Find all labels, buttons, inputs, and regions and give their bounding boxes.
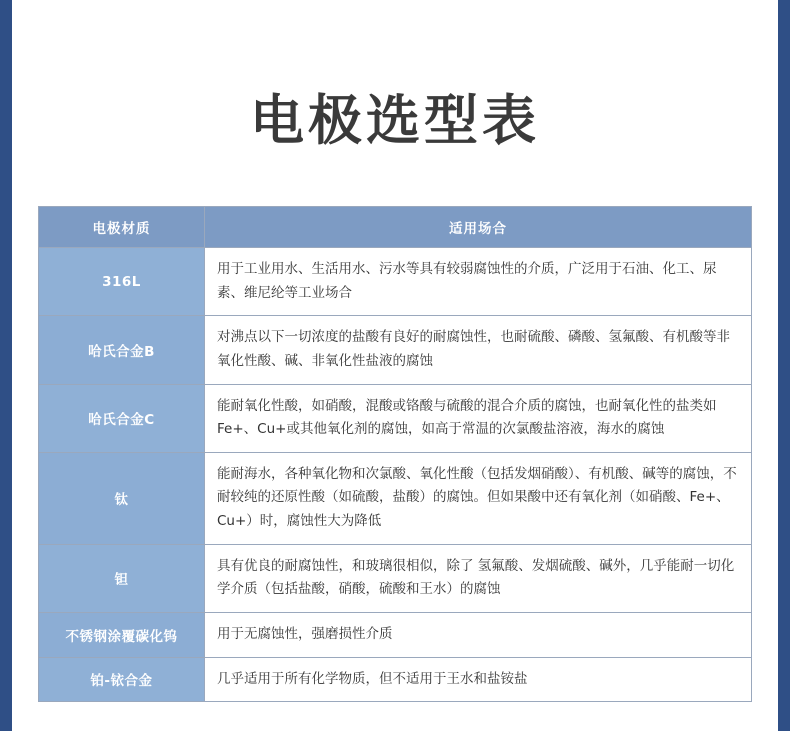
cell-material: 钛 bbox=[39, 452, 205, 544]
table-row bbox=[39, 248, 752, 316]
cell-description: 能耐氧化性酸，如硝酸，混酸或铬酸与硫酸的混合介质的腐蚀，也耐氧化性的盐类如Fe+、Cu+或其他氧化剂的腐蚀，如高于常温的次氯酸盐溶液，海水的腐蚀 bbox=[205, 384, 752, 452]
electrode-selection-table bbox=[38, 206, 752, 702]
cell-material: 哈氏合金C bbox=[39, 384, 205, 452]
cell-material: 316L bbox=[39, 248, 205, 316]
cell-description: 用于工业用水、生活用水、污水等具有较弱腐蚀性的介质，广泛用于石油、化工、尿素、维尼纶等工业场合 bbox=[205, 248, 752, 316]
cell-material: 哈氏合金B bbox=[39, 316, 205, 384]
table-row bbox=[39, 384, 752, 452]
table-body bbox=[39, 248, 752, 702]
electrode-selection-table-wrapper bbox=[38, 206, 752, 702]
page-title: 电极选型表 bbox=[250, 89, 540, 152]
table-row bbox=[39, 544, 752, 612]
table-header bbox=[39, 207, 752, 248]
cell-description: 用于无腐蚀性，强磨损性介质 bbox=[205, 612, 752, 657]
cell-material: 不锈钢涂覆碳化钨 bbox=[39, 612, 205, 657]
cell-description: 能耐海水，各种氧化物和次氯酸、氧化性酸（包括发烟硝酸）、有机酸、碱等的腐蚀，不耐较纯的还原性酸（如硫酸，盐酸）的腐蚀。但如果酸中还有氧化剂（如硝酸、Fe+、Cu+）时，腐蚀性大为降低 bbox=[205, 452, 752, 544]
cell-material: 铂-铱合金 bbox=[39, 657, 205, 702]
table-row bbox=[39, 452, 752, 544]
column-header-application: 适用场合 bbox=[205, 207, 752, 248]
table-header-row bbox=[39, 207, 752, 248]
table-row bbox=[39, 612, 752, 657]
table-row bbox=[39, 316, 752, 384]
table-row bbox=[39, 657, 752, 702]
cell-description: 几乎适用于所有化学物质，但不适用于王水和盐铵盐 bbox=[205, 657, 752, 702]
cell-description: 具有优良的耐腐蚀性，和玻璃很相似，除了 氢氟酸、发烟硫酸、碱外，几乎能耐一切化学介质（包括盐酸，硝酸，硫酸和王水）的腐蚀 bbox=[205, 544, 752, 612]
column-header-material: 电极材质 bbox=[39, 207, 205, 248]
cell-material: 钽 bbox=[39, 544, 205, 612]
cell-description: 对沸点以下一切浓度的盐酸有良好的耐腐蚀性，也耐硫酸、磷酸、氢氟酸、有机酸等非氧化性酸、碱、非氧化性盐液的腐蚀 bbox=[205, 316, 752, 384]
